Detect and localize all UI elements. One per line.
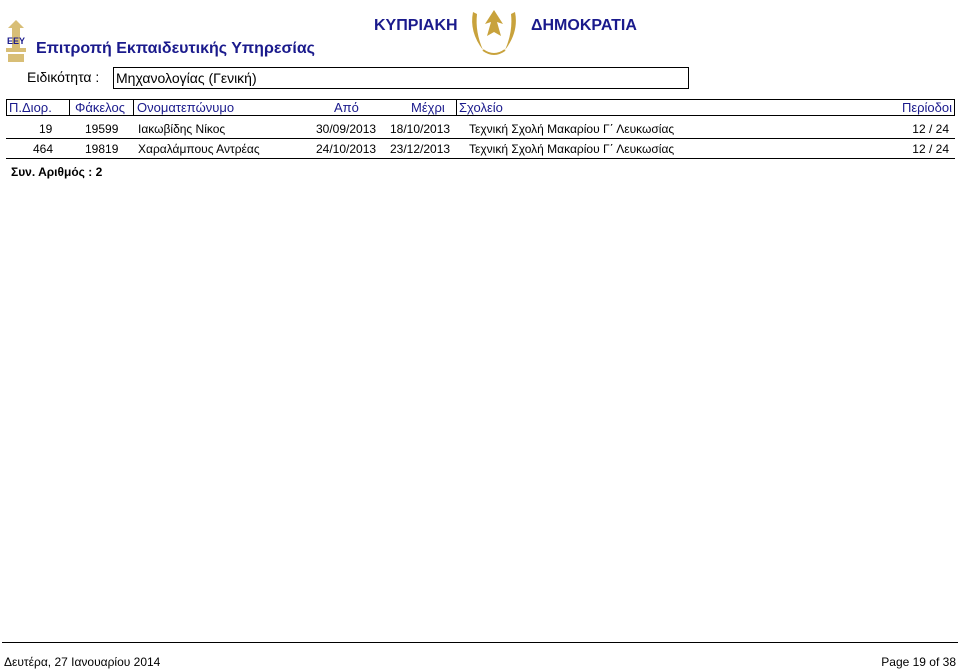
cell-folder: 19819 [85, 142, 119, 156]
cell-from: 24/10/2013 [316, 142, 377, 156]
cell-appointment: 464 [33, 142, 54, 156]
specialty-label: Ειδικότητα : [27, 69, 100, 85]
footer-divider [2, 642, 958, 643]
col-name: Ονοματεπώνυμο [137, 100, 235, 115]
republic-label-right: ΔΗΜΟΚΡΑΤΙΑ [531, 17, 637, 34]
table-header [6, 99, 955, 116]
cyprus-emblem-icon [465, 2, 523, 60]
cell-periods: 12 / 24 [912, 122, 949, 136]
cell-school: Τεχνική Σχολή Μακαρίου Γ΄ Λευκωσίας [469, 142, 675, 156]
organization-title: Επιτροπή Εκπαιδευτικής Υπηρεσίας [36, 40, 315, 57]
organization-logo-icon [2, 18, 30, 64]
cell-appointment: 19 [39, 122, 53, 136]
page-number: Page 19 of 38 [881, 655, 956, 669]
table-row [6, 119, 955, 139]
col-to: Μέχρι [411, 100, 445, 115]
col-folder: Φάκελος [75, 100, 125, 115]
republic-label-left: ΚΥΠΡΙΑΚΗ [374, 17, 458, 34]
col-periods: Περίοδοι [901, 100, 952, 115]
cell-school: Τεχνική Σχολή Μακαρίου Γ΄ Λευκωσίας [469, 122, 675, 136]
logo-text: ΕΕΥ [6, 36, 26, 46]
cell-folder: 19599 [85, 122, 119, 136]
cell-periods: 12 / 24 [912, 142, 949, 156]
specialty-value: Μηχανολογίας (Γενική) [113, 67, 689, 89]
footer-date: Δευτέρα, 27 Ιανουαρίου 2014 [4, 655, 161, 669]
total-count: Συν. Αριθμός : 2 [11, 165, 103, 179]
cell-name: Ιακωβίδης Νίκος [138, 122, 226, 136]
col-from: Από [334, 100, 359, 115]
col-appointment: Π.Διορ. [9, 100, 52, 115]
cell-name: Χαραλάμπους Αντρέας [138, 142, 260, 156]
cell-to: 23/12/2013 [390, 142, 451, 156]
table-row [6, 139, 955, 159]
cell-to: 18/10/2013 [390, 122, 451, 136]
cell-from: 30/09/2013 [316, 122, 377, 136]
col-school: Σχολείο [459, 100, 503, 115]
